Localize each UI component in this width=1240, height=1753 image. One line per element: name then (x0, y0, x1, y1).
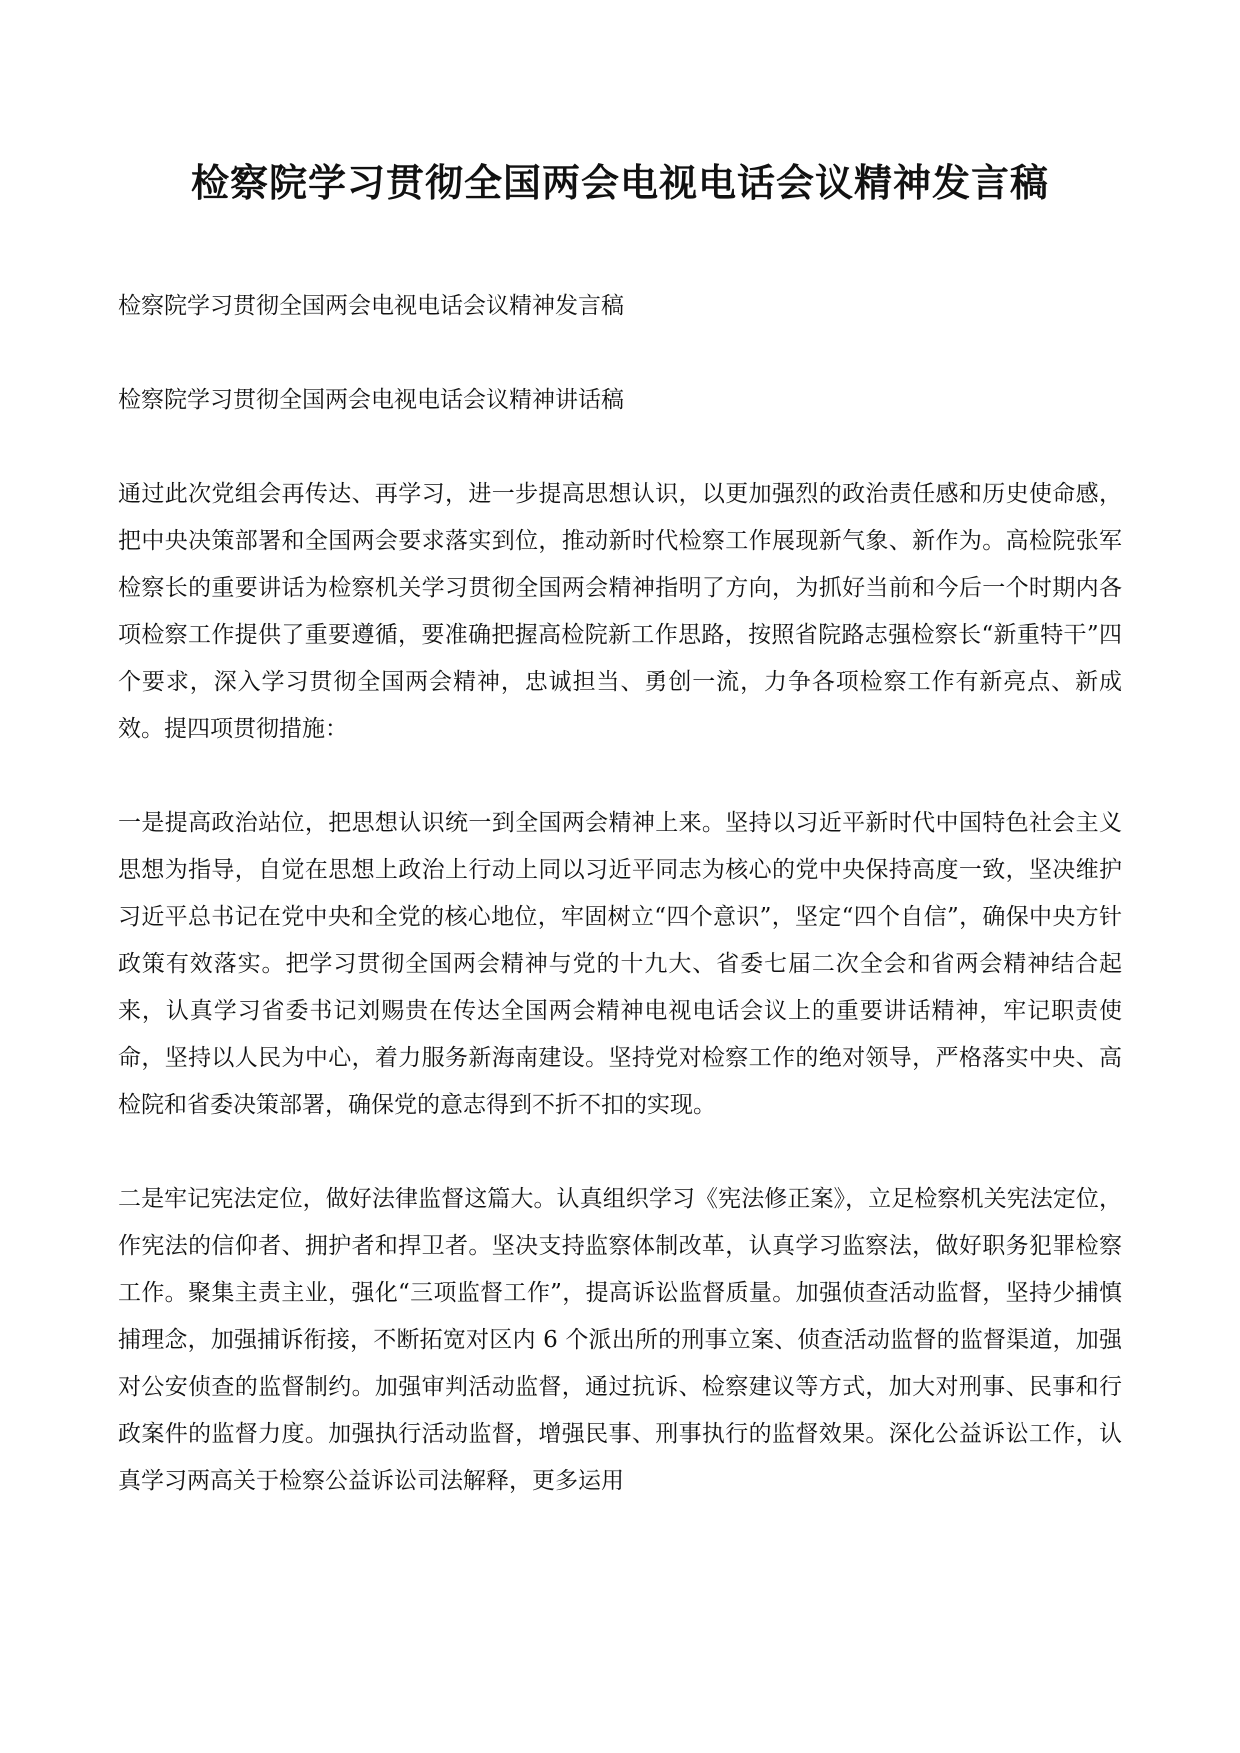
paragraph-measure-1: 一是提高政治站位，把思想认识统一到全国两会精神上来。坚持以习近平新时代中国特色社会主义思想为指导，自觉在思想上政治上行动上同以习近平同志为核心的党中央保持高度一致，坚决维护习近平总书记在党中央和全党的核心地位，牢固树立“四个意识”，坚定“四个自信”，确保中央方针政策有效落实。把学习贯彻全国两会精神与党的十九大、省委七届二次全会和省两会精神结合起来，认真学习省委书记刘赐贵在传达全国两会精神电视电话会议上的重要讲话精神，牢记职责使命，坚持以人民为中心，着力服务新海南建设。坚持党对检察工作的绝对领导，严格落实中央、高检院和省委决策部署，确保党的意志得到不折不扣的实现。 (118, 810, 1122, 1118)
paragraph-measure-2: 二是牢记宪法定位，做好法律监督这篇大。认真组织学习《宪法修正案》，立足检察机关宪法定位，作宪法的信仰者、拥护者和捍卫者。坚决支持监察体制改革，认真学习监察法，做好职务犯罪检察工作。聚集主责主业，强化“三项监督工作”，提高诉讼监督质量。加强侦查活动监督，坚持少捕慎捕理念，加强捕诉衔接，不断拓宽对区内 6 个派出所的刑事立案、侦查活动监督的监督渠道，加强对公安侦查的监督制约。加强审判活动监督，通过抗诉、检察建议等方式，加大对刑事、民事和行政案件的监督力度。加强执行活动监督，增强民事、刑事执行的监督效果。深化公益诉讼工作，认真学习两高关于检察公益诉讼司法解释，更多运用 (118, 1186, 1122, 1494)
paragraph-intro: 通过此次党组会再传达、再学习，进一步提高思想认识，以更加强烈的政治责任感和历史使命感，把中央决策部署和全国两会要求落实到位，推动新时代检察工作展现新气象、新作为。高检院张军检察长的重要讲话为检察机关学习贯彻全国两会精神指明了方向，为抓好当前和今后一个时期内各项检察工作提供了重要遵循，要准确把握高检院新工作思路，按照省院路志强检察长“新重特干”四个要求，深入学习贯彻全国两会精神，忠诚担当、勇创一流，力争各项检察工作有新亮点、新成效。提四项贯彻措施： (118, 481, 1122, 742)
document-body (118, 283, 1122, 1505)
paragraph-subtitle-1: 检察院学习贯彻全国两会电视电话会议精神发言稿 (118, 293, 624, 319)
paragraph-subtitle-2: 检察院学习贯彻全国两会电视电话会议精神讲话稿 (118, 387, 624, 413)
document-title: 检察院学习贯彻全国两会电视电话会议精神发言稿 (190, 160, 1049, 205)
